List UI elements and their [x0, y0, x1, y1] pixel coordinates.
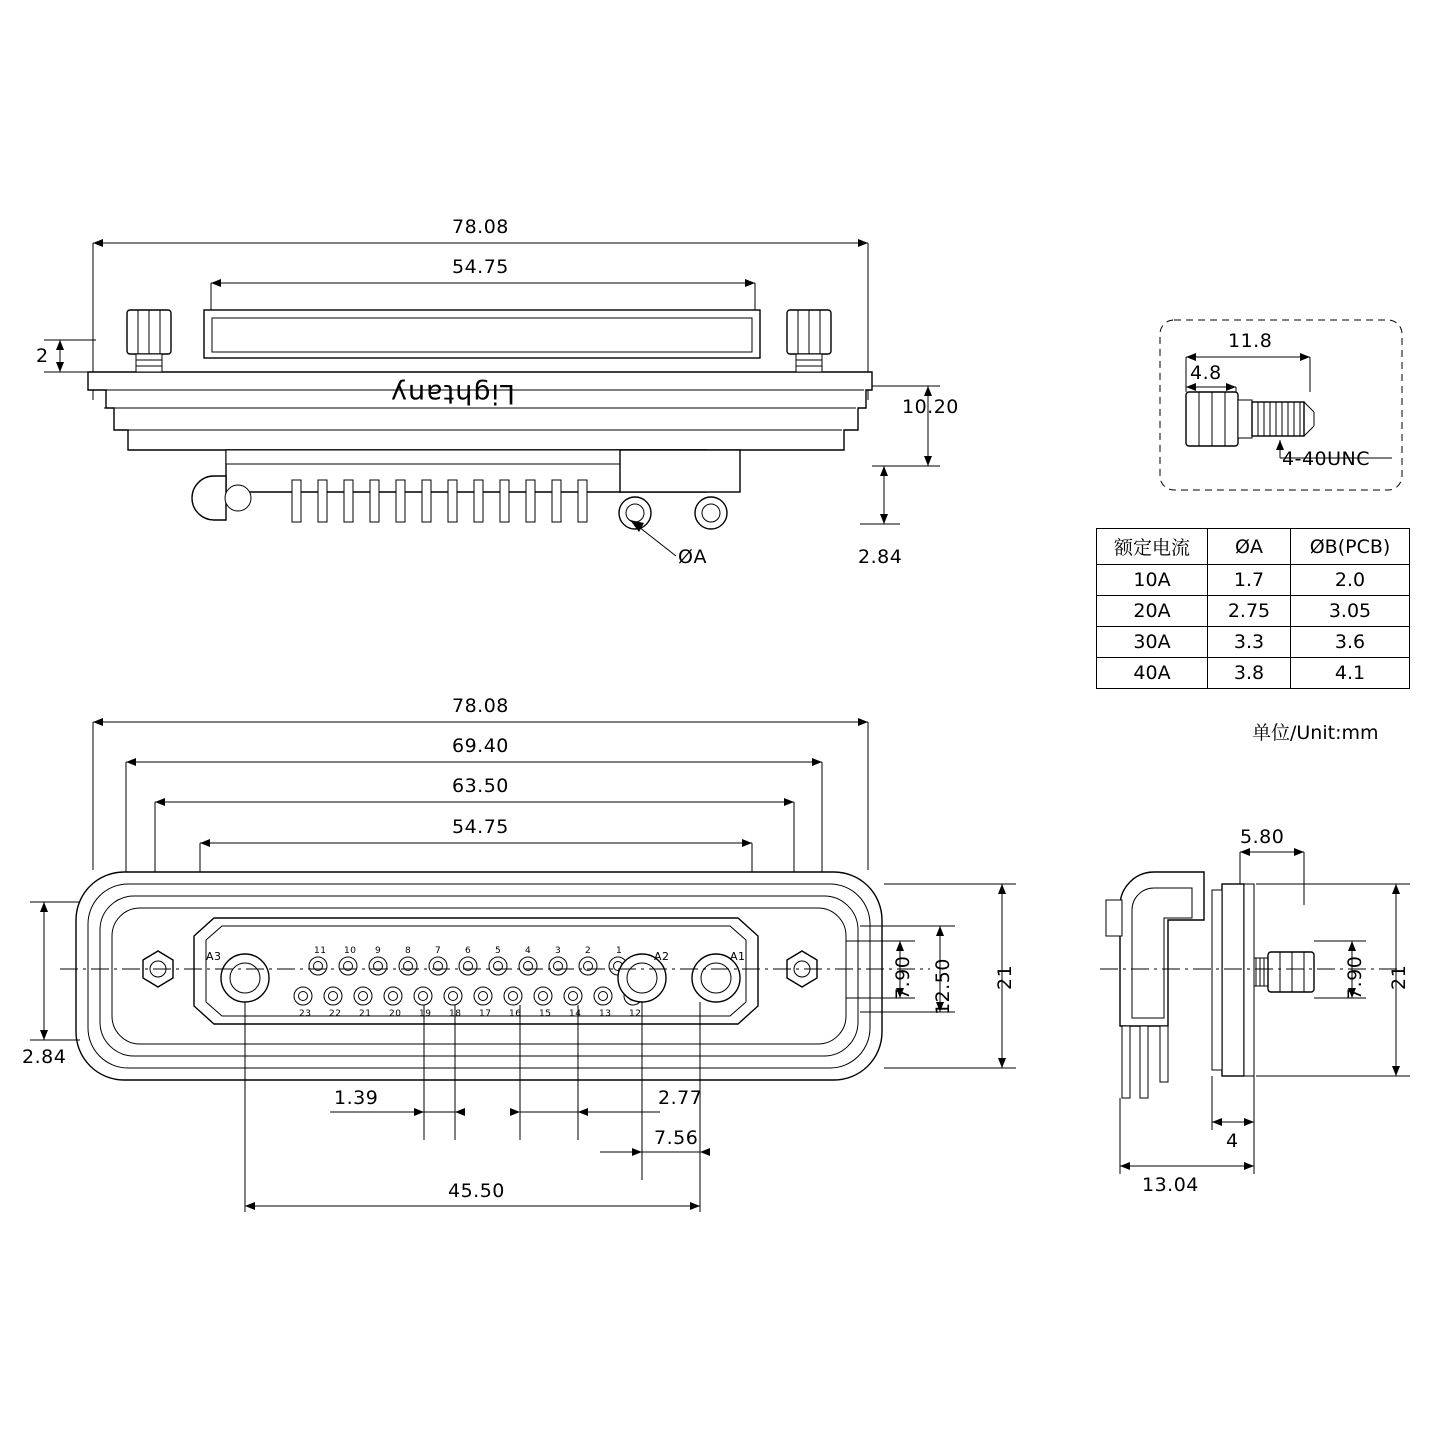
table-row	[1097, 658, 1410, 689]
top-dim-height: 10.20	[902, 396, 959, 418]
top-dim-overall: 78.08	[452, 216, 509, 238]
front-dim-overall: 78.08	[452, 695, 509, 717]
screw-thread-note: 4-40UNC	[1282, 448, 1371, 470]
power-pin-label-a1: A1	[730, 950, 746, 963]
pin-label: 10	[344, 946, 357, 956]
pin-label: 14	[569, 1009, 582, 1019]
front-dim-2: 69.40	[452, 735, 509, 757]
front-dim-3: 63.50	[452, 775, 509, 797]
pin-label: 5	[495, 946, 502, 956]
side-dim-right-2: 21	[1388, 964, 1410, 990]
pin-label: 12	[629, 1009, 642, 1019]
current-rating-table	[1096, 528, 1410, 689]
front-dim-b2: 2.77	[658, 1087, 703, 1109]
cell-current: 40A	[1097, 658, 1208, 689]
cell-dia-b: 4.1	[1291, 658, 1410, 689]
pin-label: 7	[435, 946, 442, 956]
power-pin-label-a3: A3	[206, 950, 222, 963]
pin-label: 23	[299, 1009, 312, 1019]
table-row	[1097, 565, 1410, 596]
pin-label: 20	[389, 1009, 402, 1019]
pin-label: 2	[585, 946, 592, 956]
pin-label: 21	[359, 1009, 372, 1019]
side-dim-right-1: 7.90	[1344, 955, 1366, 1000]
top-dim-inner: 54.75	[452, 256, 509, 278]
front-dim-b4: 45.50	[448, 1180, 505, 1202]
pin-label: 11	[314, 946, 327, 956]
top-dim-left-small: 2	[36, 345, 49, 367]
brand-label: Lightany	[390, 378, 516, 409]
side-dim-bottom-2: 13.04	[1142, 1174, 1199, 1196]
front-dim-right-1: 7.90	[892, 955, 914, 1000]
pin-label: 8	[405, 946, 412, 956]
power-pin-label-a2: A2	[654, 950, 670, 963]
cell-dia-b: 3.6	[1291, 627, 1410, 658]
cell-dia-a: 3.3	[1208, 627, 1291, 658]
pin-label: 19	[419, 1009, 432, 1019]
table-header-row	[1097, 529, 1410, 565]
pin-label: 4	[525, 946, 532, 956]
pin-label: 13	[599, 1009, 612, 1019]
table-header-dia-b: ØB(PCB)	[1291, 529, 1410, 565]
unit-note: 单位/Unit:mm	[1252, 722, 1379, 744]
screw-dim-head: 4.8	[1190, 362, 1222, 384]
side-dim-bottom-1: 4	[1226, 1130, 1239, 1152]
front-dim-4: 54.75	[452, 816, 509, 838]
front-dim-right-2: 12.50	[932, 958, 954, 1015]
table-row	[1097, 627, 1410, 658]
table-row	[1097, 596, 1410, 627]
side-dim-top: 5.80	[1240, 826, 1285, 848]
cell-current: 20A	[1097, 596, 1208, 627]
screw-dim-total: 11.8	[1228, 330, 1273, 352]
cell-current: 10A	[1097, 565, 1208, 596]
cell-dia-b: 3.05	[1291, 596, 1410, 627]
pin-label: 6	[465, 946, 472, 956]
table-header-current: 额定电流	[1097, 529, 1208, 565]
cell-dia-a: 3.8	[1208, 658, 1291, 689]
table-header-dia-a: ØA	[1208, 529, 1291, 565]
pin-label: 15	[539, 1009, 552, 1019]
pin-label: 17	[479, 1009, 492, 1019]
diameter-a-note: ØA	[678, 546, 707, 568]
pin-label: 1	[616, 946, 623, 956]
cell-dia-b: 2.0	[1291, 565, 1410, 596]
front-dim-b1: 1.39	[334, 1087, 379, 1109]
front-dim-b3: 7.56	[654, 1127, 699, 1149]
pin-label: 3	[555, 946, 562, 956]
top-dim-bottom: 2.84	[858, 546, 903, 568]
pin-label: 18	[449, 1009, 462, 1019]
front-dim-left: 2.84	[22, 1046, 67, 1068]
cell-dia-a: 1.7	[1208, 565, 1291, 596]
pin-label: 22	[329, 1009, 342, 1019]
pin-label: 16	[509, 1009, 522, 1019]
pin-label: 9	[375, 946, 382, 956]
front-dim-right-3: 21	[994, 964, 1016, 990]
cell-current: 30A	[1097, 627, 1208, 658]
cell-dia-a: 2.75	[1208, 596, 1291, 627]
